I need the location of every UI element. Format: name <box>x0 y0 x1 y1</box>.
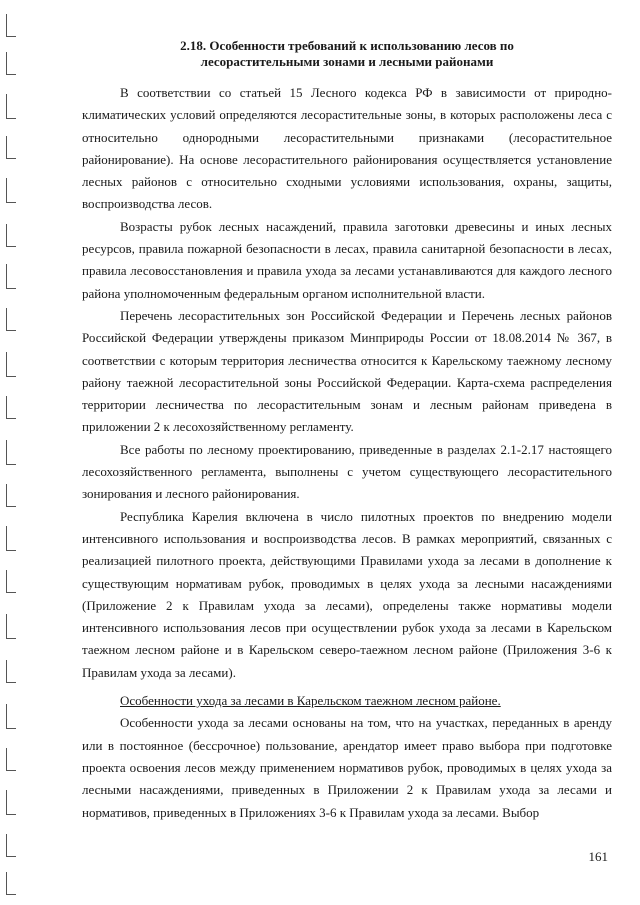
section-title <box>82 38 612 70</box>
binding-mark <box>6 526 16 551</box>
binding-mark <box>6 224 16 247</box>
binding-mark <box>6 660 16 683</box>
binding-mark <box>6 440 16 465</box>
binding-mark <box>6 570 16 593</box>
binding-mark <box>6 396 16 419</box>
binding-mark <box>6 484 16 507</box>
binding-edge-marks <box>0 0 24 905</box>
page-number: 161 <box>588 849 608 864</box>
binding-mark <box>6 704 16 729</box>
binding-mark <box>6 178 16 203</box>
section-title-line-2: лесорастительными зонами и лесными районами <box>200 54 494 69</box>
binding-mark <box>6 872 16 895</box>
subheading-text: Особенности ухода за лесами в Карельском таежном лесном районе. <box>120 693 501 709</box>
document-page <box>82 38 612 824</box>
binding-mark <box>6 790 16 815</box>
subheading <box>82 690 612 712</box>
paragraph-2: Возрасты рубок лесных насаждений, правила заготовки древесины и иных лесных ресурсов, правила пожарной безопасности в лесах, правила санитарной безопасности в лесах, правила лесовосстановления и правила ухода за лесами устанавливаются для каждого лесного района уполномоченным федеральным органом исполнительной власти. <box>82 218 612 301</box>
binding-mark <box>6 308 16 331</box>
binding-mark <box>6 748 16 771</box>
paragraph-5: Республика Карелия включена в число пилотных проектов по внедрению модели интенсивного использования и воспроизводства лесов. В рамках мероприятий, связанных с реализацией пилотного проекта, действующими Правилами ухода за лесами в дополнение к существующим нормативам рубок, проводимых в целях ухода за лесными насаждениями (Приложение 2 к Правилам ухода за лесами), определены также нормативы модели интенсивного использования лесов при осуществлении рубок ухода за лесами в Карельском таежном лесном районе и в Карельском северо-таежном лесном районе (Приложения 3-6 к Правилам ухода за лесами). <box>82 508 612 680</box>
binding-mark <box>6 834 16 857</box>
binding-mark <box>6 94 16 119</box>
paragraph-3: Перечень лесорастительных зон Российской Федерации и Перечень лесных районов Российской Федерации утверждены приказом Минприроды России от 18.08.2014 № 367, в соответствии с которым территория лесничества относится к Карельскому таежному лесному району таежной лесорастительной зоны Российской Федерации. Карта-схема распределения территории лесничества по лесорастительным зонам и лесным районам приведена в приложении 2 к лесохозяйственному регламенту. <box>82 307 612 435</box>
binding-mark <box>6 14 16 37</box>
paragraph-4: Все работы по лесному проектированию, приведенные в разделах 2.1-2.17 настоящего лесохозяйственного регламента, выполнены с учетом существующего лесорастительного зонирования и лесного районирования. <box>82 441 612 502</box>
binding-mark <box>6 52 16 75</box>
binding-mark <box>6 614 16 639</box>
paragraph-1: В соответствии со статьей 15 Лесного кодекса РФ в зависимости от природно-климатических условий определяются лесорастительные зоны, в которых расположены леса с относительно однородными лесорастительными признаками (лесорастительное районирование). На основе лесорастительного районирования осуществляется установление лесных районов с относительно сходными условиями использования, охраны, защиты, воспроизводства лесов. <box>82 85 612 212</box>
binding-mark <box>6 264 16 289</box>
binding-mark <box>6 352 16 377</box>
section-title-line-1: 2.18. Особенности требований к использованию лесов по <box>180 38 514 53</box>
binding-mark <box>6 136 16 159</box>
paragraph-6: Особенности ухода за лесами основаны на том, что на участках, переданных в аренду или в постоянное (бессрочное) пользование, арендатор имеет право выбора при подготовке проекта освоения лесов между применением нормативов рубок, проводимых в целях ухода за лесными насаждениями, приведенных в Приложении 2 к Правилам ухода за лесами и нормативов, приведенных в Приложениях 3-6 к Правилам ухода за лесами. Выбор <box>82 715 612 820</box>
